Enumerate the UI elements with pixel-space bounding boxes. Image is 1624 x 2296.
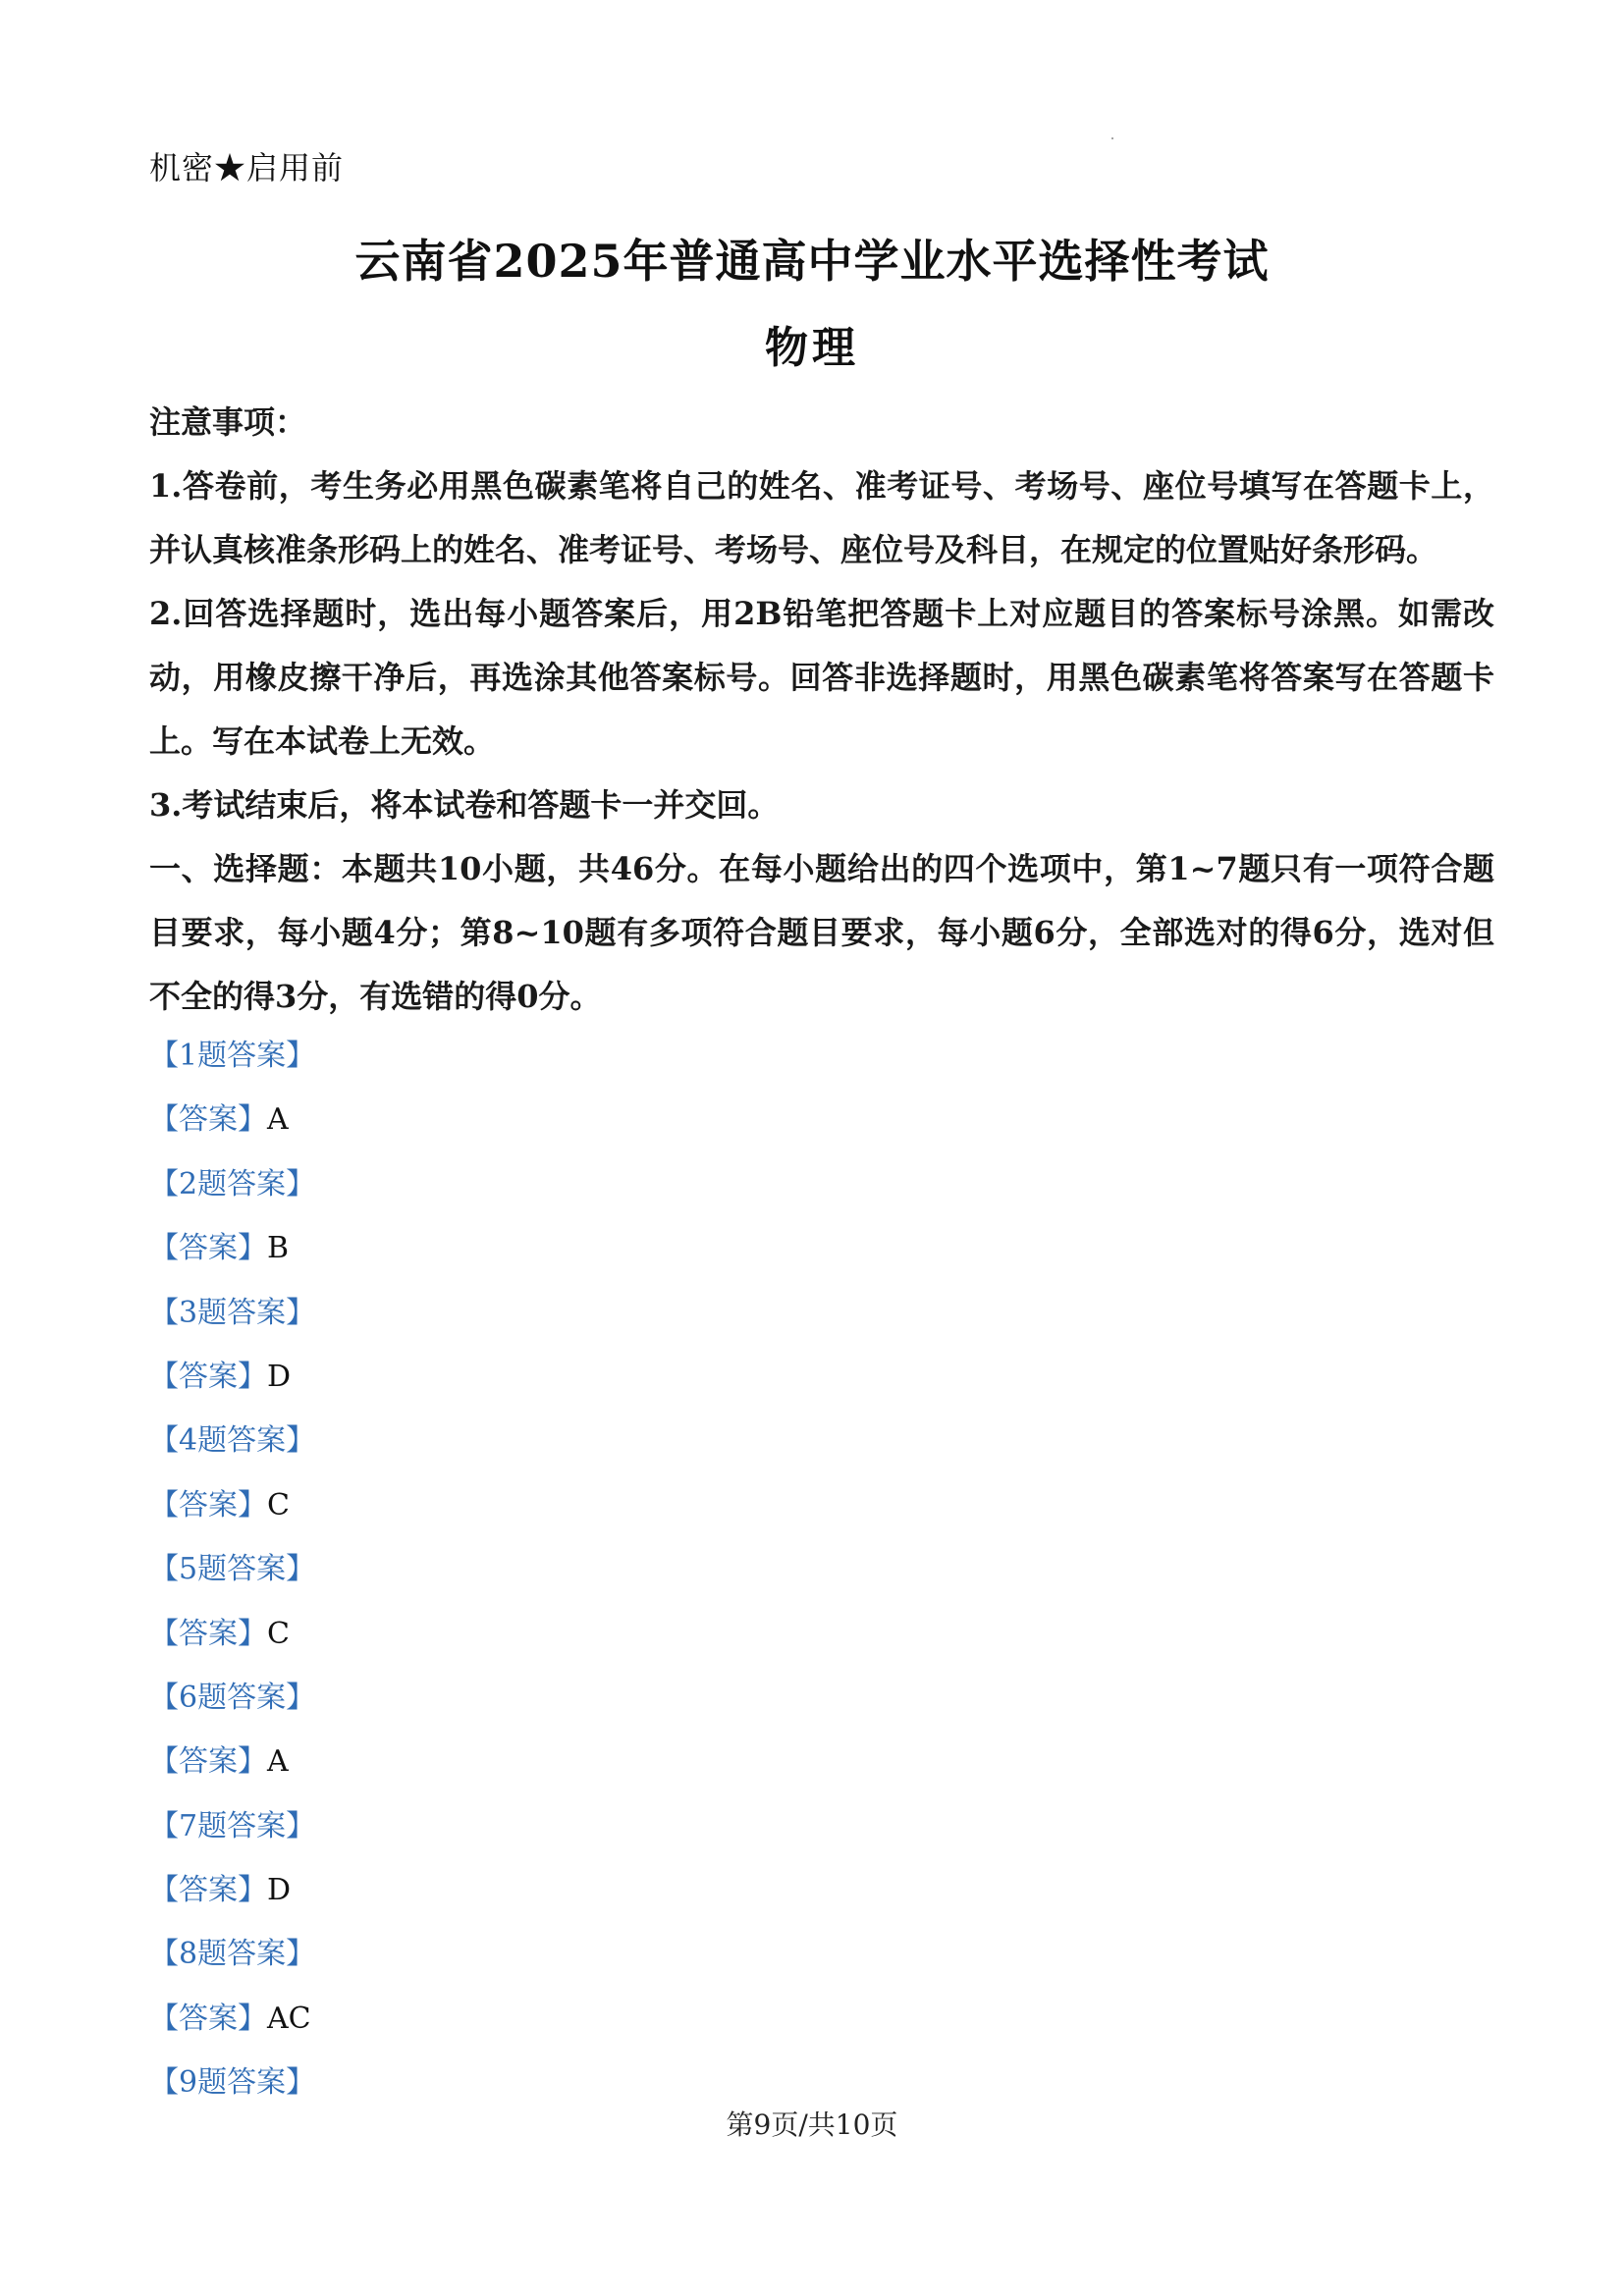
answer-row — [149, 1987, 1494, 2051]
answer-label: 【答案】 — [149, 1616, 267, 1651]
answer-label: 【答案】 — [149, 1487, 267, 1522]
answer-value: A — [267, 1744, 289, 1780]
question-label: 【1题答案】 — [149, 1039, 316, 1073]
answer-row — [149, 1730, 1494, 1793]
answer-label: 【答案】 — [149, 1359, 267, 1394]
answer-label: 【答案】 — [149, 1744, 267, 1780]
answer-list — [149, 1024, 1494, 2115]
answer-value: C — [267, 1616, 290, 1651]
note-paragraph-3: 3.考试结束后，将本试卷和答题卡一并交回。 — [149, 786, 780, 824]
answer-label: 【答案】 — [149, 2001, 267, 2036]
answer-row — [149, 1602, 1494, 1666]
answer-row — [149, 1858, 1494, 1922]
answer-value: A — [267, 1102, 289, 1138]
question-label: 【4题答案】 — [149, 1423, 316, 1459]
answer-row — [149, 1216, 1494, 1280]
question-label: 【2题答案】 — [149, 1166, 316, 1201]
notes-heading: 注意事项： — [149, 403, 307, 441]
answer-heading-row — [149, 1024, 1494, 1088]
answer-row — [149, 1473, 1494, 1537]
answer-heading-row — [149, 1409, 1494, 1472]
answer-heading-row — [149, 1281, 1494, 1345]
answer-value: D — [267, 1873, 292, 1908]
answer-heading-row — [149, 1794, 1494, 1858]
question-label: 【8题答案】 — [149, 1937, 316, 1972]
question-label: 【5题答案】 — [149, 1552, 316, 1587]
question-label: 【9题答案】 — [149, 2065, 316, 2101]
question-label: 【3题答案】 — [149, 1295, 316, 1330]
note-paragraph-2: 2.回答选择题时，选出每小题答案后，用2B铅笔把答题卡上对应题目的答案标号涂黑。如需改动，用橡皮擦干净后，再选涂其他答案标号。回答非选择题时，用黑色碳素笔将答案写在答题卡上。写在本试卷上无效。 — [149, 595, 1494, 760]
note-paragraph-1: 1.答卷前，考生务必用黑色碳素笔将自己的姓名、准考证号、考场号、座位号填写在答题卡上，并认真核准条形码上的姓名、准考证号、考场号、座位号及科目，在规定的位置贴好条形码。 — [149, 467, 1494, 568]
answer-value: C — [267, 1487, 290, 1522]
answer-heading-row — [149, 1152, 1494, 1216]
page-number: 第9页/共10页 — [726, 2109, 898, 2141]
answer-heading-row — [149, 1922, 1494, 1986]
exam-subject: 物理 — [765, 323, 859, 373]
answer-value: AC — [267, 2001, 311, 2036]
scan-speck — [1111, 137, 1113, 139]
answer-value: D — [267, 1359, 292, 1394]
confidential-mark: 机密★启用前 — [149, 149, 345, 187]
answer-label: 【答案】 — [149, 1102, 267, 1138]
answer-heading-row — [149, 1666, 1494, 1730]
answer-row — [149, 1088, 1494, 1151]
answer-label: 【答案】 — [149, 1873, 267, 1908]
answer-label: 【答案】 — [149, 1231, 267, 1266]
question-label: 【7题答案】 — [149, 1808, 316, 1843]
exam-title: 云南省2025年普通高中学业水平选择性考试 — [354, 235, 1270, 288]
instructions-block — [149, 391, 1494, 1029]
answer-value: B — [267, 1231, 290, 1266]
question-label: 【6题答案】 — [149, 1680, 316, 1715]
section-instructions: 一、选择题：本题共10小题，共46分。在每小题给出的四个选项中，第1~7题只有一项符合题目要求，每小题4分；第8~10题有多项符合题目要求，每小题6分，全部选对的得6分，选对但不全的得3分，有选错的得0分。 — [149, 850, 1494, 1015]
answer-heading-row — [149, 1537, 1494, 1601]
answer-row — [149, 1345, 1494, 1409]
